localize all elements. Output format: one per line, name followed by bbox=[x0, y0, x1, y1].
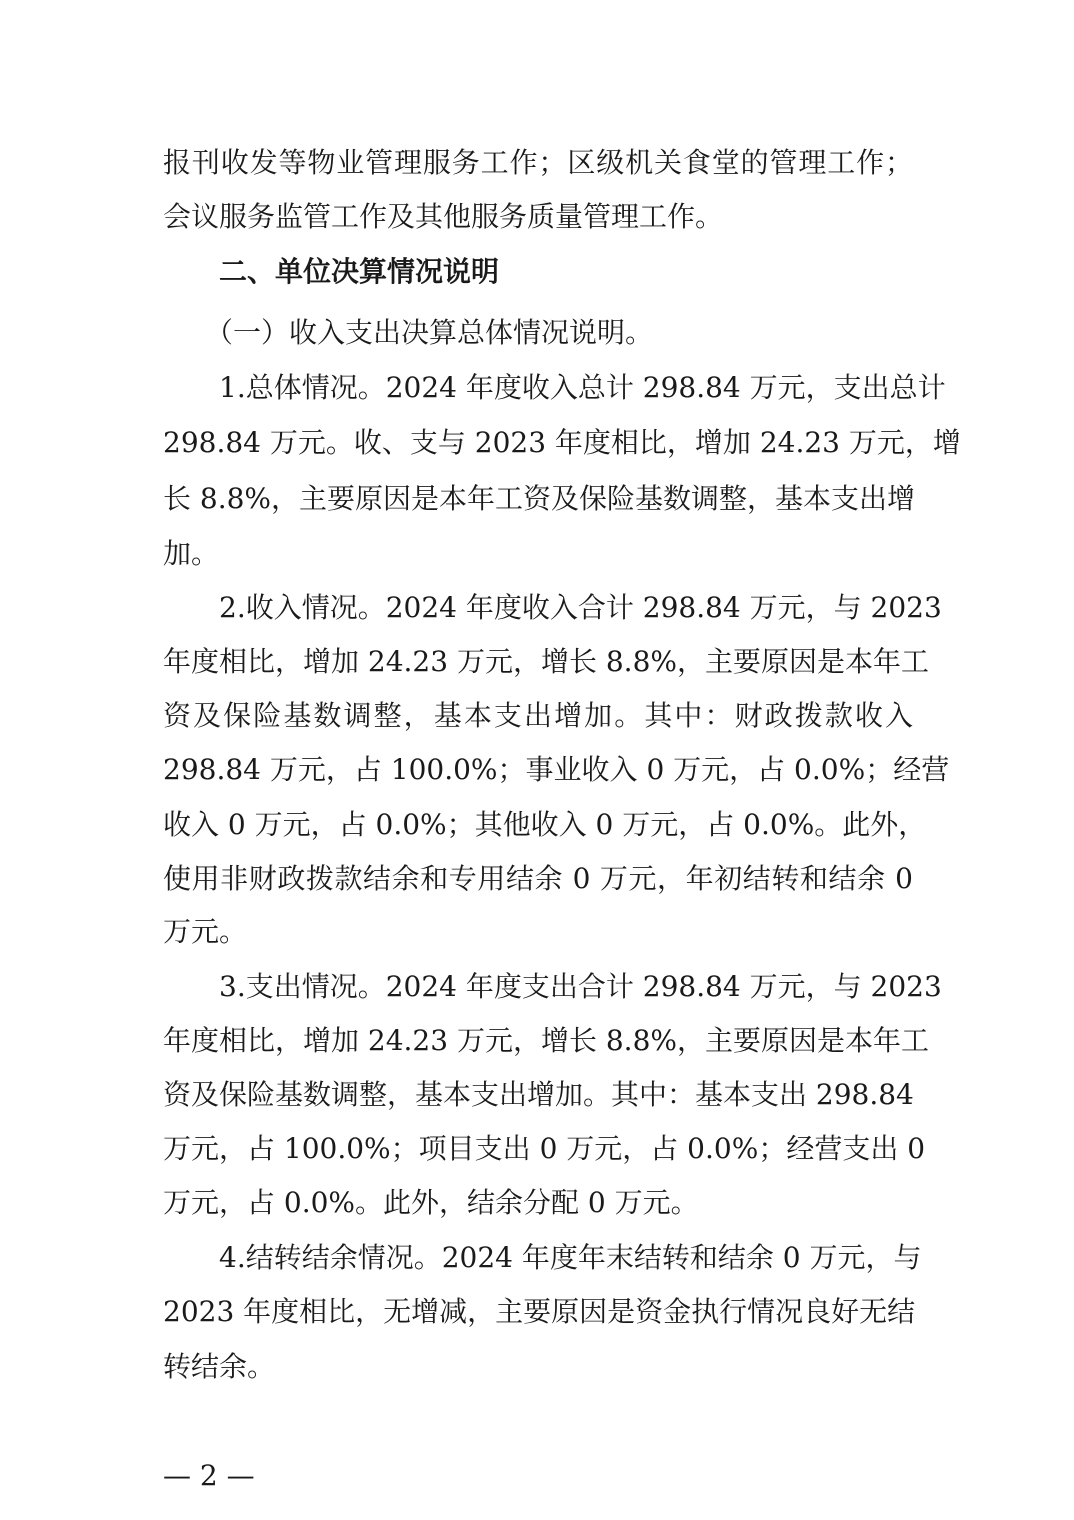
body-line: 万元，占 100.0%；项目支出 0 万元，占 0.0%；经营支出 0 bbox=[163, 1132, 926, 1165]
body-line: 2.收入情况。2024 年度收入合计 298.84 万元，与 2023 bbox=[219, 591, 942, 624]
body-line: 长 8.8%，主要原因是本年工资及保险基数调整，基本支出增 bbox=[163, 482, 916, 515]
body-line: 万元。 bbox=[163, 915, 248, 948]
body-line: 会议服务监管工作及其他服务质量管理工作。 bbox=[163, 200, 724, 233]
body-line: 2023 年度相比，无增减，主要原因是资金执行情况良好无结 bbox=[163, 1295, 916, 1328]
body-line: 使用非财政拨款结余和专用结余 0 万元，年初结转和结余 0 bbox=[163, 862, 913, 895]
body-line: 年度相比，增加 24.23 万元，增长 8.8%，主要原因是本年工 bbox=[163, 645, 929, 678]
body-line: 转结余。 bbox=[163, 1350, 276, 1383]
body-line: 收入 0 万元，占 0.0%；其他收入 0 万元，占 0.0%。此外， bbox=[163, 808, 927, 841]
body-line: 资及保险基数调整，基本支出增加。其中：财政拨款收入 bbox=[163, 699, 913, 732]
body-line: 报刊收发等物业管理服务工作；区级机关食堂的管理工作； bbox=[163, 146, 913, 179]
body-line: 298.84 万元，占 100.0%；事业收入 0 万元，占 0.0%；经营 bbox=[163, 753, 950, 786]
body-line: 加。 bbox=[163, 537, 220, 570]
body-line: 4.结转结余情况。2024 年度年末结转和结余 0 万元，与 bbox=[219, 1241, 922, 1274]
subsection-heading: （一）收入支出决算总体情况说明。 bbox=[205, 316, 654, 349]
section-heading: 二、单位决算情况说明 bbox=[219, 255, 500, 288]
body-line: 3.支出情况。2024 年度支出合计 298.84 万元，与 2023 bbox=[219, 970, 942, 1003]
body-line: 1.总体情况。2024 年度收入总计 298.84 万元，支出总计 bbox=[219, 371, 946, 404]
body-line: 298.84 万元。收、支与 2023 年度相比，增加 24.23 万元，增 bbox=[163, 426, 961, 459]
body-line: 资及保险基数调整，基本支出增加。其中：基本支出 298.84 bbox=[163, 1078, 914, 1111]
body-line: 万元，占 0.0%。此外，结余分配 0 万元。 bbox=[163, 1186, 699, 1219]
page-number: — 2 — bbox=[163, 1459, 255, 1492]
body-line: 年度相比，增加 24.23 万元，增长 8.8%，主要原因是本年工 bbox=[163, 1024, 929, 1057]
